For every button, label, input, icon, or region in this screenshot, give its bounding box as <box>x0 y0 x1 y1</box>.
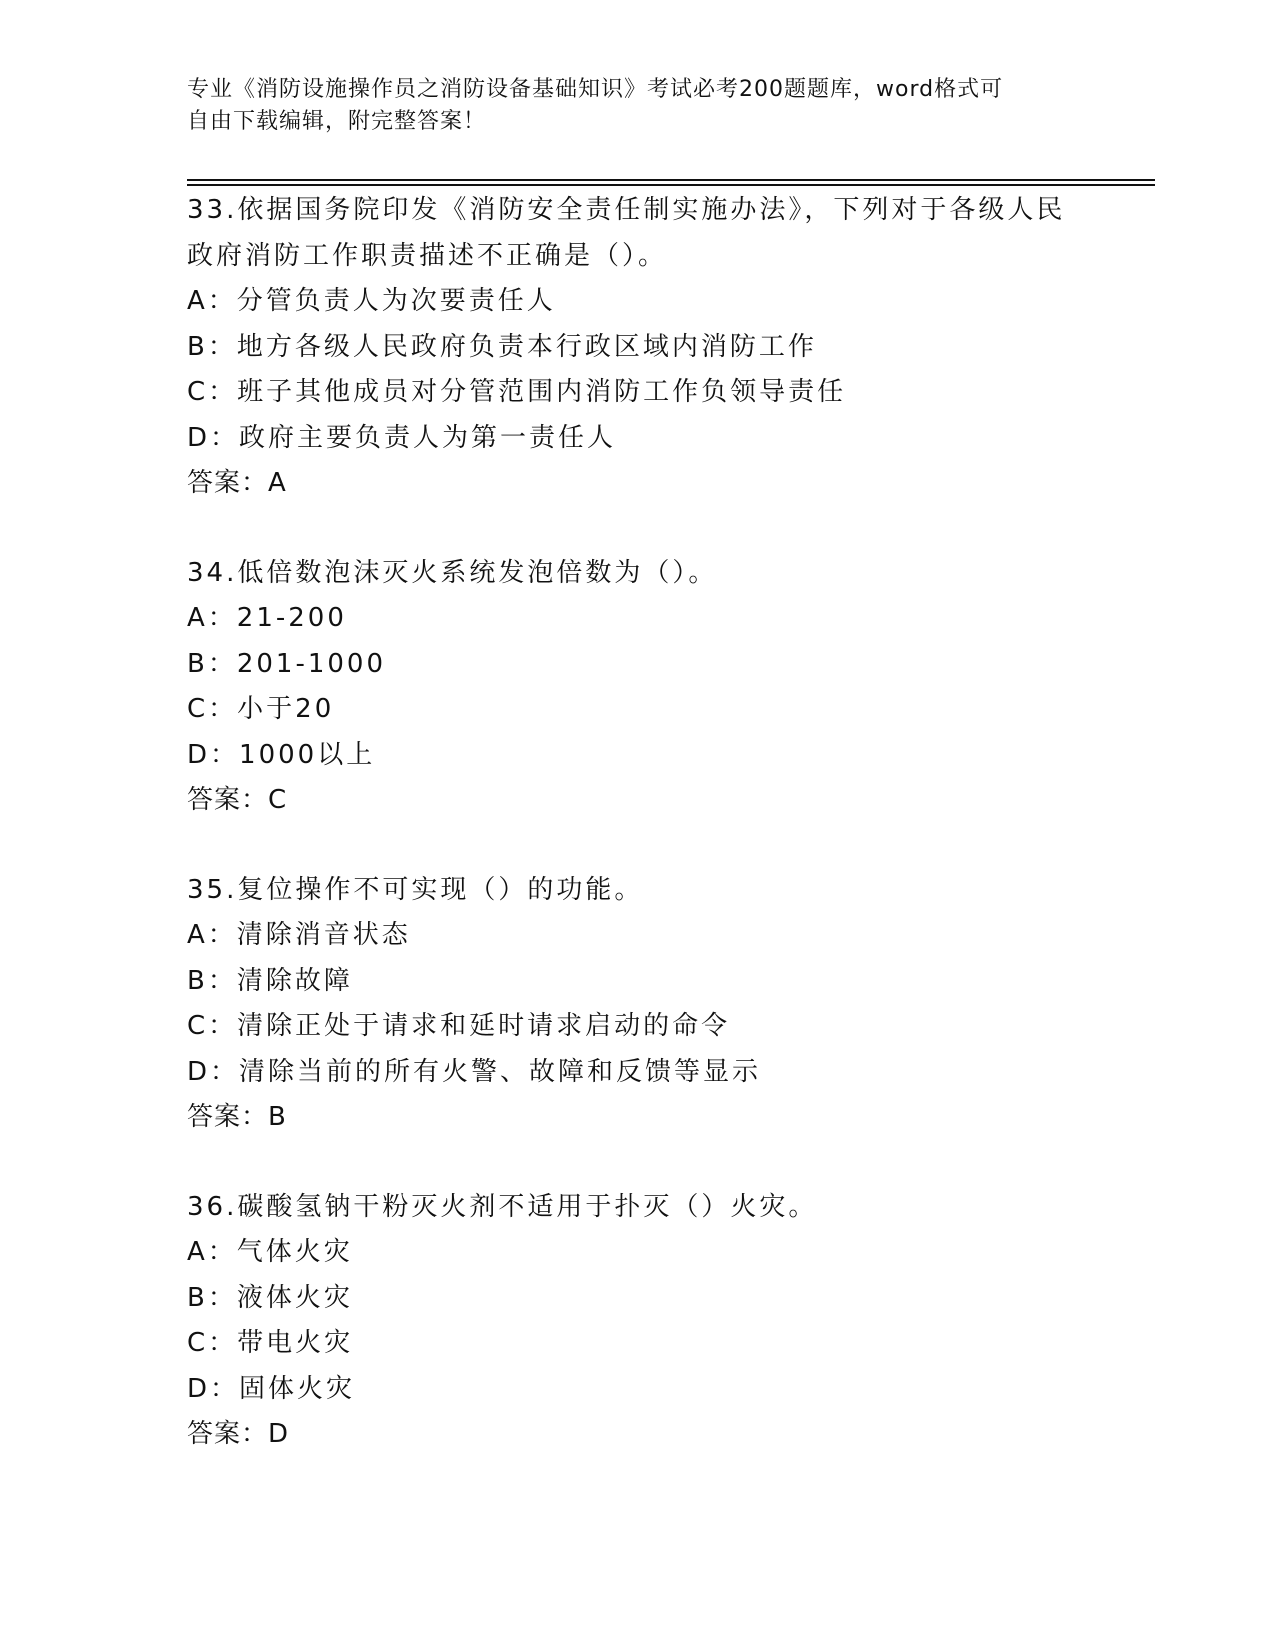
question-stem: 36.碳酸氢钠干粉灭火剂不适用于扑灭（）火灾。 <box>187 1191 818 1222</box>
header-line-1: 专业《消防设施操作员之消防设备基础知识》考试必考200题题库，word格式可 <box>187 77 1004 102</box>
question-list <box>187 188 1107 1502</box>
option-c: C：班子其他成员对分管范围内消防工作负领导责任 <box>187 377 847 407</box>
option-a: A：清除消音状态 <box>187 920 411 950</box>
header-line-2: 自由下载编辑，附完整答案！ <box>187 109 487 134</box>
question-stem: 34.低倍数泡沫灭火系统发泡倍数为（）。 <box>187 557 718 588</box>
option-c: C：清除正处于请求和延时请求启动的命令 <box>187 1011 731 1041</box>
question-36 <box>187 1185 1107 1458</box>
option-a: A：21-200 <box>187 603 347 633</box>
option-b: B：地方各级人民政府负责本行政区域内消防工作 <box>187 331 817 362</box>
answer: 答案：B <box>187 1102 287 1132</box>
answer: 答案：C <box>187 785 288 815</box>
option-b: B：清除故障 <box>187 965 353 996</box>
option-a: A：气体火灾 <box>187 1237 353 1267</box>
question-stem: 33.依据国务院印发《消防安全责任制实施办法》，下列对于各级人民 <box>187 195 1066 225</box>
option-d: D：政府主要负责人为第一责任人 <box>187 422 617 453</box>
option-c: C：小于20 <box>187 694 335 724</box>
answer: 答案：D <box>187 1419 290 1449</box>
question-stem-continued: 政府消防工作职责描述不正确是（）。 <box>187 240 668 271</box>
header-divider-top <box>187 179 1155 181</box>
option-d: D：清除当前的所有火警、故障和反馈等显示 <box>187 1056 762 1087</box>
option-d: D：固体火灾 <box>187 1373 356 1404</box>
option-c: C：带电火灾 <box>187 1328 354 1358</box>
option-d: D：1000以上 <box>187 739 376 770</box>
document-header <box>187 74 1067 138</box>
option-b: B：液体火灾 <box>187 1282 353 1313</box>
question-stem: 35.复位操作不可实现（）的功能。 <box>187 874 644 905</box>
question-35 <box>187 868 1107 1141</box>
question-34 <box>187 551 1107 824</box>
header-divider-bottom <box>187 184 1155 186</box>
question-33 <box>187 188 1107 507</box>
answer: 答案：A <box>187 468 287 498</box>
option-a: A：分管负责人为次要责任人 <box>187 286 556 316</box>
option-b: B：201-1000 <box>187 648 387 679</box>
